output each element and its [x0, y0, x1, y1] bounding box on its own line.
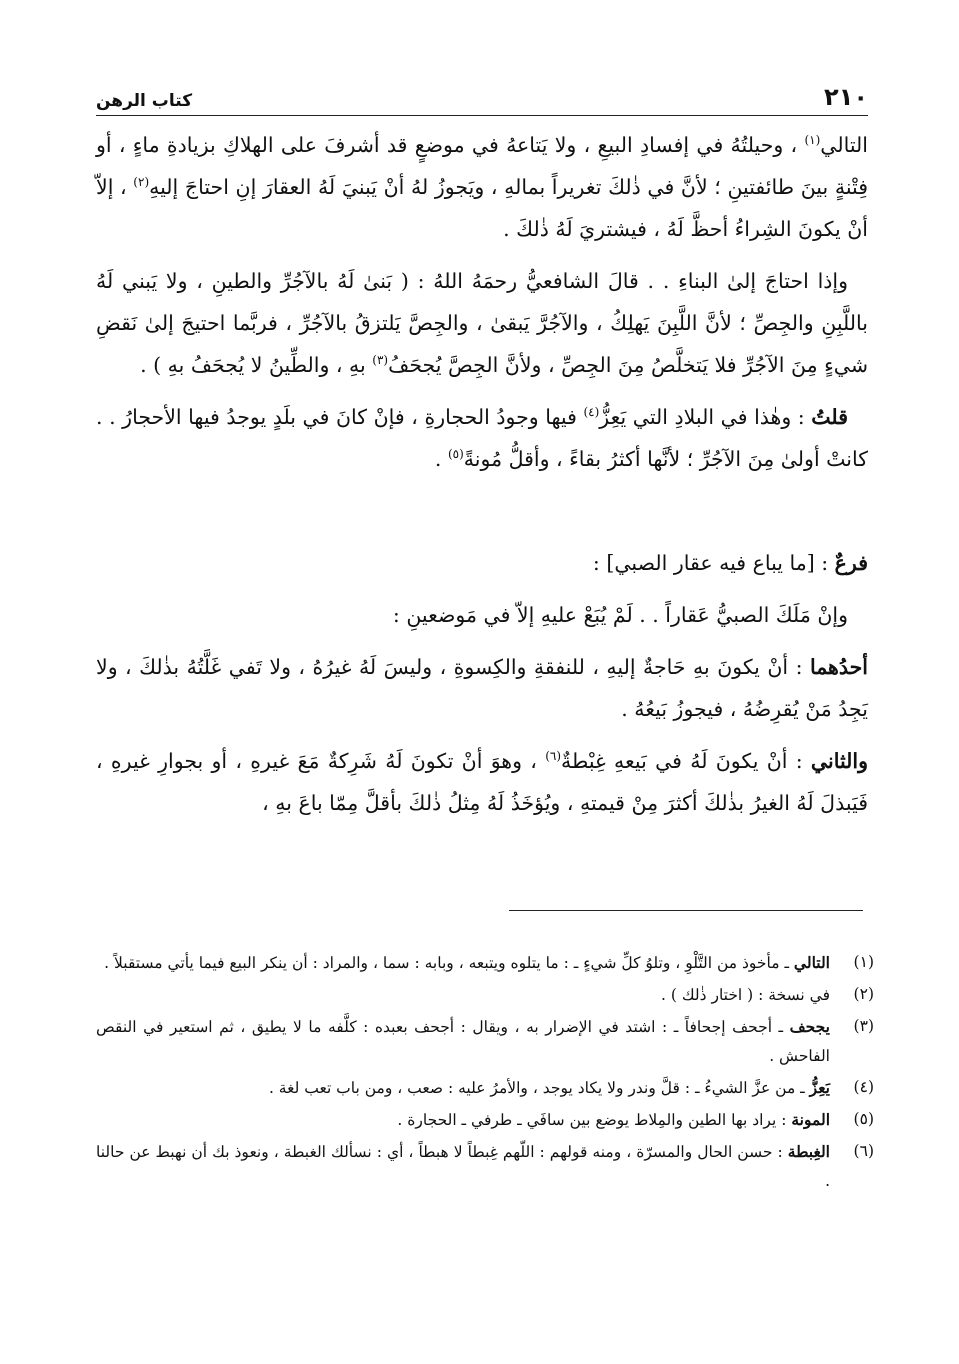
text-segment: . [434, 447, 448, 471]
footnote-term: المونة [791, 1110, 830, 1129]
footnote-body: ـ مأخوذ من التَّلْوِ ، وتلوُ كلِّ شيءٍ ـ : ما يتلوه ويتبعه ، وبابه : سما ، والمراد : أن ينكر البيع فيما يأتي مستقبلاً . [104, 954, 794, 972]
footnote-ref-3: (٣) [372, 353, 389, 368]
footnote-ref-2: (٢) [133, 175, 150, 190]
footnote-term: يجحف [789, 1017, 830, 1036]
paragraph-4 [96, 594, 868, 636]
footnote-number: (١) [853, 953, 874, 971]
footnote-text [96, 1073, 830, 1103]
paragraph-label: والثاني [810, 749, 868, 773]
footnote-item [96, 1105, 874, 1135]
footnote-ref-6: (٦) [545, 749, 562, 764]
footnote-number: (٣) [853, 1017, 874, 1035]
footnote-body: ـ من عزَّ الشيءُ ـ : قلَّ وندر ولا يكاد يوجد ، والأمرُ عليه : صعب ، ومن باب تعب لغة . [268, 1079, 810, 1097]
text-segment: وإنْ مَلَكَ الصبيُّ عَقاراً . . لَمْ يُبَعْ عليهِ إلاّ في مَوضعينِ : [392, 603, 848, 627]
footnote-term: التالي [793, 953, 830, 972]
footnote-body: : يراد بها الطين والمِلاط يوضع بين سافَي ـ طرفي ـ الحجارة . [397, 1111, 792, 1129]
branch-label: فرعٌ [834, 551, 868, 575]
running-title: كتاب الرهن [96, 91, 193, 111]
footnote-number: (٤) [853, 1078, 874, 1096]
footnote-item [96, 1073, 874, 1103]
footnote-number: (٢) [853, 985, 874, 1003]
footnote-number: (٦) [853, 1142, 874, 1160]
footnote-term: الغِبطة [787, 1142, 830, 1161]
footnote-ref-5: (٥) [447, 447, 464, 462]
section-gap [96, 490, 868, 542]
main-text [96, 124, 868, 834]
text-segment: ، وهوَ أنْ تكونَ لَهُ شَرِكةٌ مَعَ غيرهِ ، أو بجوارِ غيرهِ ، فَيَبذلَ لَهُ الغيرُ بذٰلكَ أكثرَ مِنْ قيمتهِ ، ويُؤخَذُ لَهُ مِثلُ ذٰلكَ بأقلَّ مِمّا باعَ بهِ ، [96, 749, 868, 815]
footnote-number: (٥) [853, 1110, 874, 1128]
footnote-term: يَعِزُّ [809, 1078, 830, 1097]
paragraph-6 [96, 740, 868, 824]
text-segment: فيها وجودُ الحجارةِ ، فإنْ كانَ في بلَدٍ يوجدُ فيها الأحجارُ . . كانتْ أولىٰ مِنَ الآجُرِّ ؛ لأنَّها أكثرُ بقاءً ، وأقلُّ مُونةً [96, 405, 868, 471]
footnotes [96, 948, 874, 1198]
footnote-text [96, 1105, 830, 1135]
branch-title: : [ما يباع فيه عقار الصبي] : [592, 551, 835, 575]
paragraph-1 [96, 124, 868, 250]
paragraph-3 [96, 396, 868, 480]
paragraph-label: قلتُ [811, 405, 848, 429]
footnote-item [96, 980, 874, 1010]
footnote-ref-4: (٤) [583, 405, 600, 420]
text-segment: : أنْ يكونَ بهِ حَاجةٌ إليهِ ، للنفقةِ والكِسوةِ ، وليسَ لَهُ غيرُهُ ، ولا تَفي غَلَّتُهُ بذٰلكَ ، ولا يَجِدُ مَنْ يُقرِضُهُ ، فيجوزُ بَيعُهُ . [96, 655, 868, 721]
text-segment: وإذا احتاجَ إلىٰ البناءِ . . قالَ الشافعيُّ رحمَهُ اللهُ : ( بَنىٰ لَهُ بالآجُرِّ والطينِ ، ولا يَبني لَهُ باللَّبِنِ والجِصِّ ؛ لأنَّ اللَّبِنَ يَهلِكُ ، والآجُرَّ يَبقىٰ ، والجِصَّ يَلتزقُ بالآجُرِّ ، فربَّما احتيجَ إلىٰ نَقضِ شيءٍ مِنَ الآجُرِّ فلا يَتخلَّصُ مِنَ الجِصِّ ، ولأنَّ الجِصَّ يُجحَفُ [96, 269, 868, 377]
footnote-text [96, 948, 830, 978]
footnote-text [96, 980, 830, 1010]
branch-heading [96, 542, 868, 584]
footnote-body: ـ أجحف إجحافاً ـ : اشتد في الإضرار به ، ويقال : أجحف بعبده : كلَّفه ما لا يطيق ، ثم استعير في النقص الفاحش . [96, 1018, 830, 1065]
footnote-ref-1: (١) [804, 133, 821, 148]
text-segment: : وهٰذا في البلادِ التي يَعِزُّ [599, 405, 812, 429]
page-header [96, 80, 868, 116]
text-segment: التالي [820, 133, 868, 157]
footnote-body: : حسن الحال والمسرّة ، ومنه قولهم : اللّهم غِبطاً لا هبطاً ، أي : نسألك الغبطة ، ونعوذ بك أن نهبط عن حالنا . [96, 1143, 830, 1190]
footnote-item [96, 1012, 874, 1071]
paragraph-5 [96, 646, 868, 730]
text-segment: ، وحيلتُهُ في إفسادِ البيعِ ، ولا يَتاعهُ في موضعٍ قد أشرفَ على الهلاكِ بزيادةِ ماءٍ ، أو فِتْنةٍ بينَ طائفتينِ ؛ لأنَّ في ذٰلكَ تغريراً بمالهِ ، ويَجوزُ لهُ أنْ يَبنيَ لَهُ العقارَ إنِ احتاجَ إليهِ [96, 133, 868, 199]
footnote-text [96, 1137, 830, 1196]
text-segment: بهِ ، والطِّينُ لا يُجحَفُ بهِ ) . [140, 353, 373, 377]
text-segment: ، إلاّ أنْ يكونَ الشِراءُ أحظَّ لَهُ ، فيشتريَ لَهُ ذٰلكَ . [96, 175, 868, 241]
footnote-item [96, 1137, 874, 1196]
footnote-divider [509, 910, 863, 911]
paragraph-2 [96, 260, 868, 386]
page-number: ٢١٠ [824, 83, 868, 111]
text-segment: : أنْ يكونَ لَهُ في بَيعهِ غِبْطةٌ [561, 749, 811, 773]
footnote-body: في نسخة : ( اختار ذٰلك ) . [661, 986, 830, 1004]
paragraph-label: أحدُهما [809, 655, 868, 679]
footnote-item [96, 948, 874, 978]
footnote-text [96, 1012, 830, 1071]
